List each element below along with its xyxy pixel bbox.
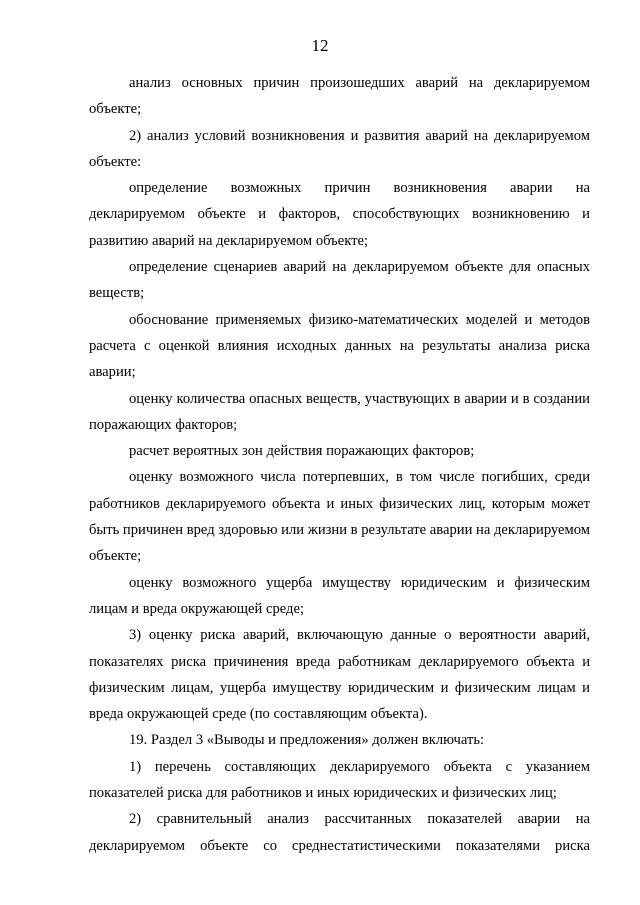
paragraph: 2) сравнительный анализ рассчитанных показателей аварии на декларируемом объекте со среднестатистическими показателями риска — [89, 811, 590, 854]
paragraph: определение возможных причин возникновения аварии на декларируемом объекте и факторов, способствующих возникновению и развитию аварий на декларируемом объекте; — [89, 180, 590, 249]
document-body — [89, 70, 590, 859]
paragraph: анализ основных причин произошедших аварий на декларируемом объекте; — [89, 75, 590, 118]
paragraph: определение сценариев аварий на декларируемом объекте для опасных веществ; — [89, 259, 590, 302]
paragraph: 1) перечень составляющих декларируемого объекта с указанием показателей риска для работников и иных юридических и физических лиц; — [89, 758, 590, 802]
paragraph: оценку возможного числа потерпевших, в том числе погибших, среди работников декларируемого объекта и иных физических лиц, которым может быть причинен вред здоровью или жизни в результате аварии на декларируемом объекте; — [89, 469, 590, 565]
paragraph: обоснование применяемых физико-математических моделей и методов расчета с оценкой влияния исходных данных на результаты анализа риска аварии; — [89, 311, 590, 381]
paragraph: 3) оценку риска аварий, включающую данные о вероятности аварий, показателях риска причинения вреда работникам декларируемого объекта и физическим лицам, ущерба имуществу юридическим и физическим лицам и вреда окружающей среде (по составляющим объекта). — [89, 627, 590, 723]
paragraph: 2) анализ условий возникновения и развития аварий на декларируемом объекте: — [89, 127, 590, 170]
paragraph: 19. Раздел 3 «Выводы и предложения» должен включать: — [129, 732, 485, 749]
paragraph: оценку возможного ущерба имуществу юридическим и физическим лицам и вреда окружающей среде; — [89, 574, 590, 617]
paragraph: оценку количества опасных веществ, участвующих в аварии и в создании поражающих факторов; — [89, 390, 590, 433]
paragraph: расчет вероятных зон действия поражающих факторов; — [129, 443, 475, 460]
page-number: 12 — [311, 36, 329, 55]
